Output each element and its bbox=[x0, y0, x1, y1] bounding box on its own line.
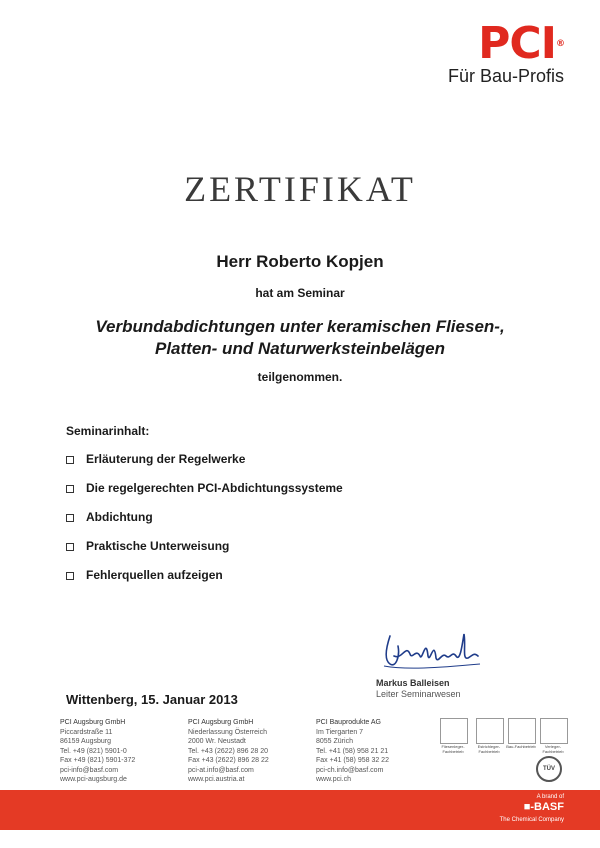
badge-label: Verleger-Fachbetrieb bbox=[542, 744, 564, 754]
address-line: Im Tiergarten 7 bbox=[316, 728, 364, 736]
address-line: Piccardstraße 11 bbox=[60, 728, 113, 736]
address-block-switzerland bbox=[316, 718, 389, 785]
address-line: 8055 Zürich bbox=[316, 738, 353, 745]
address-company: PCI Augsburg GmbH bbox=[188, 719, 254, 726]
address-line: Niederlassung Österreich bbox=[188, 728, 267, 736]
topic-label: Abdichtung bbox=[86, 510, 153, 524]
basf-tagline: The Chemical Company bbox=[499, 817, 564, 823]
address-line: 2000 Wr. Neustadt bbox=[188, 738, 246, 745]
address-line: Fax +41 (58) 958 32 22 bbox=[316, 757, 389, 764]
attended-text: hat am Seminar bbox=[255, 286, 345, 300]
address-block-augsburg bbox=[60, 718, 135, 785]
participated-text: teilgenommen. bbox=[257, 370, 343, 384]
address-line: Fax +49 (821) 5901-372 bbox=[60, 757, 136, 764]
checkbox-icon bbox=[66, 543, 74, 551]
installer-badge-icon bbox=[540, 718, 568, 744]
badge-label: Estrichleger-Fachbetrieb bbox=[477, 744, 501, 754]
tuv-seal-icon: TÜV bbox=[536, 756, 562, 782]
checkbox-icon bbox=[66, 572, 74, 580]
topic-item bbox=[66, 568, 343, 597]
pci-logo-mark: PCI bbox=[478, 18, 556, 69]
signer-role: Leiter Seminarwesen bbox=[376, 689, 461, 699]
address-line: Tel. +41 (58) 958 21 21 bbox=[316, 747, 389, 755]
screed-layer-badge-icon bbox=[476, 718, 504, 744]
topic-item bbox=[66, 539, 343, 568]
address-line: www.pci.ch bbox=[316, 776, 352, 783]
seminar-title bbox=[0, 316, 600, 360]
brand-note: A brand of bbox=[536, 794, 564, 800]
checkbox-icon bbox=[66, 485, 74, 493]
address-line: pci-info@basf.com bbox=[60, 766, 119, 774]
pci-logo bbox=[404, 18, 564, 87]
address-line: Fax +43 (2622) 896 28 22 bbox=[188, 757, 269, 764]
recipient-name: Herr Roberto Kopjen bbox=[216, 252, 384, 271]
address-company: PCI Bauprodukte AG bbox=[316, 719, 381, 726]
address-company: PCI Augsburg GmbH bbox=[60, 719, 126, 726]
pci-tagline: Für Bau-Profis bbox=[447, 66, 564, 86]
topic-label: Die regelgerechten PCI-Abdichtungssysteme bbox=[86, 481, 343, 495]
tile-layer-badge-icon bbox=[440, 718, 468, 744]
registered-mark: ® bbox=[556, 39, 564, 49]
seminar-title-line-1: Verbundabdichtungen unter keramischen Fliesen-, bbox=[95, 317, 505, 336]
place-and-date: Wittenberg, 15. Januar 2013 bbox=[66, 692, 238, 707]
checkbox-icon bbox=[66, 456, 74, 464]
address-line: pci-ch.info@basf.com bbox=[316, 766, 384, 774]
address-line: www.pci.austria.at bbox=[188, 776, 245, 783]
address-line: www.pci-augsburg.de bbox=[60, 776, 127, 783]
seminar-title-line-2: Platten- und Naturwerksteinbelägen bbox=[155, 339, 445, 358]
topic-item bbox=[66, 510, 343, 539]
topic-item bbox=[66, 481, 343, 510]
seminar-contents-label: Seminarinhalt: bbox=[66, 424, 150, 438]
signer-name: Markus Balleisen bbox=[376, 678, 450, 688]
topic-label: Praktische Unterweisung bbox=[86, 539, 230, 553]
badge-label: Fliesenleger-Fachbetrieb bbox=[441, 744, 465, 754]
building-badge-icon bbox=[508, 718, 536, 744]
handwritten-signature bbox=[376, 626, 496, 676]
address-block-austria bbox=[188, 718, 269, 785]
certificate-title: ZERTIFIKAT bbox=[184, 169, 416, 209]
topic-label: Fehlerquellen aufzeigen bbox=[86, 568, 223, 582]
basf-logo: ■-BASF bbox=[523, 801, 564, 813]
checkbox-icon bbox=[66, 514, 74, 522]
address-line: Tel. +43 (2622) 896 28 20 bbox=[188, 747, 268, 755]
seminar-topics-list bbox=[66, 452, 343, 597]
topic-item bbox=[66, 452, 343, 481]
address-line: pci-at.info@basf.com bbox=[188, 766, 254, 774]
address-line: Tel. +49 (821) 5901-0 bbox=[60, 747, 127, 755]
topic-label: Erläuterung der Regelwerke bbox=[86, 452, 246, 466]
badge-label: Bau-Fachbetrieb bbox=[506, 744, 536, 749]
footer-band bbox=[0, 790, 600, 830]
address-line: 86159 Augsburg bbox=[60, 738, 111, 745]
